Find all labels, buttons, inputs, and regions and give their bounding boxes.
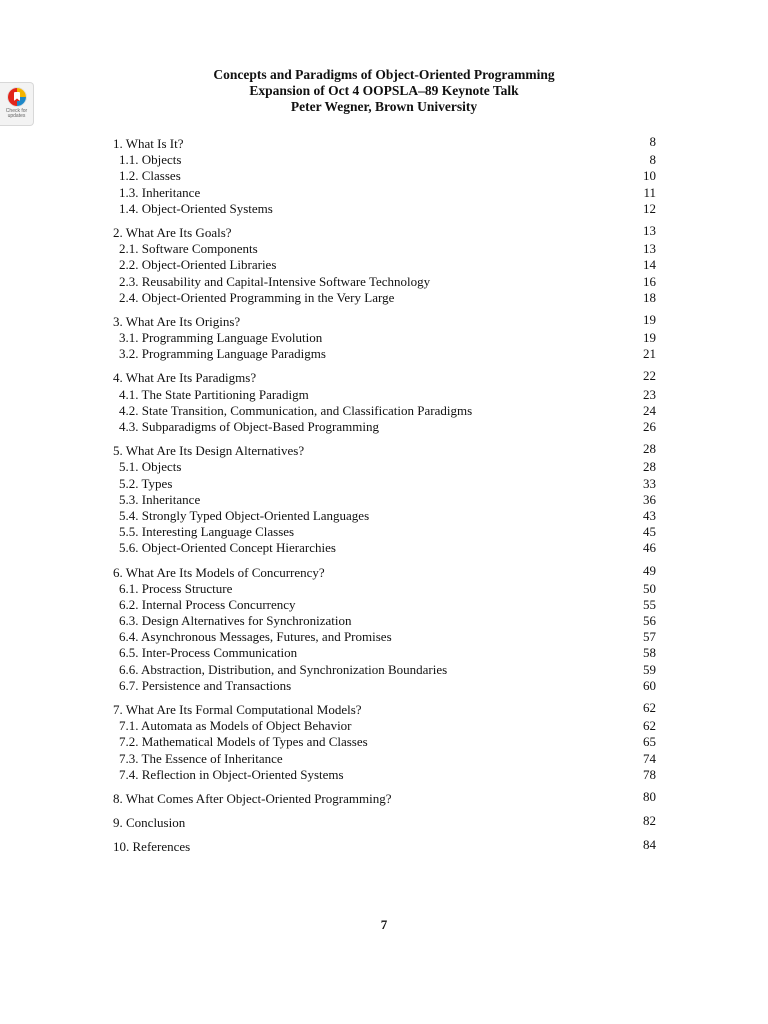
toc-subentry-title: 4.3. Subparadigms of Object-Based Programming <box>119 419 379 434</box>
table-of-contents <box>113 136 656 864</box>
toc-subentry-page: 26 <box>643 419 656 434</box>
toc-subentry-title: 6.3. Design Alternatives for Synchronization <box>119 613 352 629</box>
toc-subentry-title: 7.3. The Essence of Inheritance <box>119 750 283 766</box>
toc-section <box>113 370 656 435</box>
toc-subentry-page: 62 <box>643 718 656 734</box>
paper-author: Peter Wegner, Brown University <box>290 99 478 114</box>
toc-subentry-title: 5.6. Object-Oriented Concept Hierarchies <box>119 540 336 556</box>
toc-subentry[interactable] <box>113 459 656 475</box>
toc-subentry-title: 1.2. Classes <box>119 168 181 184</box>
toc-entry[interactable] <box>113 815 656 831</box>
paper-subtitle: Expansion of Oct 4 OOPSLA–89 Keynote Talk <box>249 83 519 98</box>
toc-subentry-page: 45 <box>643 524 656 540</box>
toc-subentry-title: 7.1. Automata as Models of Object Behavior <box>119 718 352 734</box>
toc-subentry-title: 4.1. The State Partitioning Paradigm <box>119 386 309 402</box>
toc-subentry[interactable] <box>113 629 656 645</box>
toc-subentry[interactable] <box>113 476 656 492</box>
toc-subentry-page: 57 <box>643 629 656 645</box>
toc-entry-title: 2. What Are Its Goals? <box>113 224 232 240</box>
toc-entry-title: 6. What Are Its Models of Concurrency? <box>113 564 325 580</box>
toc-subentry-page: 10 <box>643 168 656 184</box>
toc-subentry-page: 60 <box>643 677 656 693</box>
toc-section <box>113 702 656 783</box>
toc-subentry-title: 5.4. Strongly Typed Object-Oriented Languages <box>119 507 370 523</box>
toc-subentry-title: 3.2. Programming Language Paradigms <box>119 346 326 362</box>
toc-subentry[interactable] <box>113 751 656 767</box>
toc-subentry-title: 6.5. Inter-Process Communication <box>119 645 298 661</box>
toc-subentry[interactable] <box>113 767 656 783</box>
toc-subentry-page: 74 <box>643 750 656 766</box>
toc-entry[interactable] <box>113 443 656 459</box>
toc-subentry-page: 18 <box>643 289 656 305</box>
toc-entry-page: 49 <box>643 562 656 578</box>
toc-subentry[interactable] <box>113 540 656 556</box>
toc-subentry-title: 2.3. Reusability and Capital-Intensive Software Technology <box>119 273 431 289</box>
toc-subentry-title: 2.4. Object-Oriented Programming in the Very Large <box>119 289 395 305</box>
toc-entry[interactable] <box>113 311 656 330</box>
toc-subentry-title: 2.2. Object-Oriented Libraries <box>119 257 277 273</box>
document-header <box>0 67 768 115</box>
toc-subentry-page: 28 <box>643 459 656 475</box>
toc-subentry-title: 6.2. Internal Process Concurrency <box>119 596 296 612</box>
toc-subentry[interactable] <box>113 387 656 403</box>
toc-entry-page: 19 <box>643 311 656 327</box>
toc-subentry-page: 59 <box>643 661 656 677</box>
toc-subentry[interactable] <box>113 152 656 168</box>
toc-subentry-page: 21 <box>643 346 656 362</box>
toc-subentry[interactable] <box>113 678 656 694</box>
toc-section <box>113 562 656 695</box>
toc-subentry-title: 5.5. Interesting Language Classes <box>119 524 295 540</box>
toc-subentry-title: 1.3. Inheritance <box>119 184 201 200</box>
toc-subentry[interactable] <box>113 241 656 257</box>
toc-subentry-page: 43 <box>643 507 656 523</box>
toc-subentry[interactable] <box>113 597 656 613</box>
toc-subentry-title: 4.2. State Transition, Communication, and Classification Paradigms <box>119 402 473 418</box>
toc-subentry-page: 23 <box>643 386 656 402</box>
toc-subentry[interactable] <box>113 524 656 540</box>
toc-subentry[interactable] <box>113 290 656 306</box>
toc-entry-page: 13 <box>643 222 656 238</box>
toc-subentry[interactable] <box>113 734 656 750</box>
toc-subentry-title: 6.4. Asynchronous Messages, Futures, and Promises <box>119 629 392 645</box>
toc-subentry-title: 3.1. Programming Language Evolution <box>119 330 323 346</box>
toc-entry-title: 10. References <box>113 839 191 855</box>
toc-entry[interactable] <box>113 370 656 386</box>
toc-subentry-title: 1.1. Objects <box>119 152 182 168</box>
toc-section <box>113 815 656 831</box>
toc-subentry-page: 8 <box>649 152 656 168</box>
toc-section <box>113 136 656 217</box>
toc-subentry[interactable] <box>113 274 656 290</box>
toc-subentry-title: 1.4. Object-Oriented Systems <box>119 200 273 216</box>
toc-entry-title: 9. Conclusion <box>113 815 186 831</box>
toc-entry-title: 7. What Are Its Formal Computational Models? <box>113 702 362 717</box>
toc-entry-page: 80 <box>643 788 656 804</box>
toc-entry-page: 22 <box>643 368 656 384</box>
toc-subentry-page: 19 <box>643 330 656 346</box>
toc-subentry[interactable] <box>113 403 656 419</box>
toc-subentry[interactable] <box>113 330 656 346</box>
toc-subentry-page: 33 <box>643 475 656 491</box>
toc-subentry[interactable] <box>113 201 656 217</box>
toc-subentry-page: 16 <box>643 273 656 289</box>
toc-entry-title: 1. What Is It? <box>113 136 184 151</box>
toc-section <box>113 443 656 556</box>
toc-entry[interactable] <box>113 702 656 718</box>
toc-section <box>113 222 656 306</box>
toc-entry-page: 82 <box>643 813 656 829</box>
toc-subentry-page: 14 <box>643 257 656 273</box>
toc-entry-page: 84 <box>643 837 656 853</box>
toc-subentry[interactable] <box>113 419 656 435</box>
toc-subentry-title: 6.7. Persistence and Transactions <box>119 677 292 693</box>
toc-subentry-page: 11 <box>643 184 656 200</box>
toc-subentry[interactable] <box>113 346 656 362</box>
toc-entry-page: 8 <box>649 134 656 149</box>
toc-subentry[interactable] <box>113 168 656 184</box>
toc-entry-title: 4. What Are Its Paradigms? <box>113 370 257 386</box>
toc-subentry[interactable] <box>113 645 656 661</box>
toc-subentry-page: 65 <box>643 734 656 750</box>
toc-entry[interactable] <box>113 136 656 152</box>
toc-subentry-page: 78 <box>643 766 656 782</box>
toc-subentry-title: 2.1. Software Components <box>119 241 258 257</box>
toc-subentry-title: 7.2. Mathematical Models of Types and Classes <box>119 734 368 750</box>
toc-entry[interactable] <box>113 839 656 855</box>
toc-subentry[interactable] <box>113 613 656 629</box>
toc-subentry[interactable] <box>113 508 656 524</box>
toc-subentry-page: 46 <box>643 540 656 556</box>
toc-subentry-page: 12 <box>643 200 656 216</box>
toc-subentry[interactable] <box>113 581 656 597</box>
toc-subentry-page: 55 <box>643 596 656 612</box>
toc-section <box>113 788 656 807</box>
toc-subentry[interactable] <box>113 185 656 201</box>
toc-entry[interactable] <box>113 788 656 807</box>
toc-subentry-title: 5.3. Inheritance <box>119 491 201 507</box>
toc-entry[interactable] <box>113 222 656 241</box>
toc-subentry-title: 5.1. Objects <box>119 459 182 475</box>
toc-subentry-page: 13 <box>643 241 656 257</box>
toc-subentry-title: 5.2. Types <box>119 475 173 491</box>
toc-subentry[interactable] <box>113 257 656 273</box>
toc-subentry-page: 36 <box>643 491 656 507</box>
toc-entry-title: 8. What Comes After Object-Oriented Programming? <box>113 790 392 806</box>
toc-subentry-page: 24 <box>643 402 656 418</box>
toc-subentry-title: 6.6. Abstraction, Distribution, and Synchronization Boundaries <box>119 661 448 677</box>
toc-subentry[interactable] <box>113 492 656 508</box>
toc-section <box>113 311 656 363</box>
toc-subentry-page: 56 <box>643 613 656 629</box>
toc-entry-title: 3. What Are Its Origins? <box>113 313 241 329</box>
toc-subentry-title: 6.1. Process Structure <box>119 580 233 596</box>
page-number: 7 <box>380 917 388 932</box>
toc-subentry[interactable] <box>113 718 656 734</box>
toc-section <box>113 839 656 855</box>
toc-subentry-page: 58 <box>643 645 656 661</box>
toc-entry-title: 5. What Are Its Design Alternatives? <box>113 443 305 459</box>
badge-label: Check for updates <box>5 108 28 119</box>
paper-title: Concepts and Paradigms of Object-Oriented Programming <box>213 67 555 82</box>
toc-subentry[interactable] <box>113 662 656 678</box>
toc-entry-page: 62 <box>643 700 656 715</box>
toc-subentry-title: 7.4. Reflection in Object-Oriented Systems <box>119 766 344 782</box>
toc-entry[interactable] <box>113 562 656 581</box>
toc-entry-page: 28 <box>643 441 656 457</box>
toc-subentry-page: 50 <box>643 580 656 596</box>
